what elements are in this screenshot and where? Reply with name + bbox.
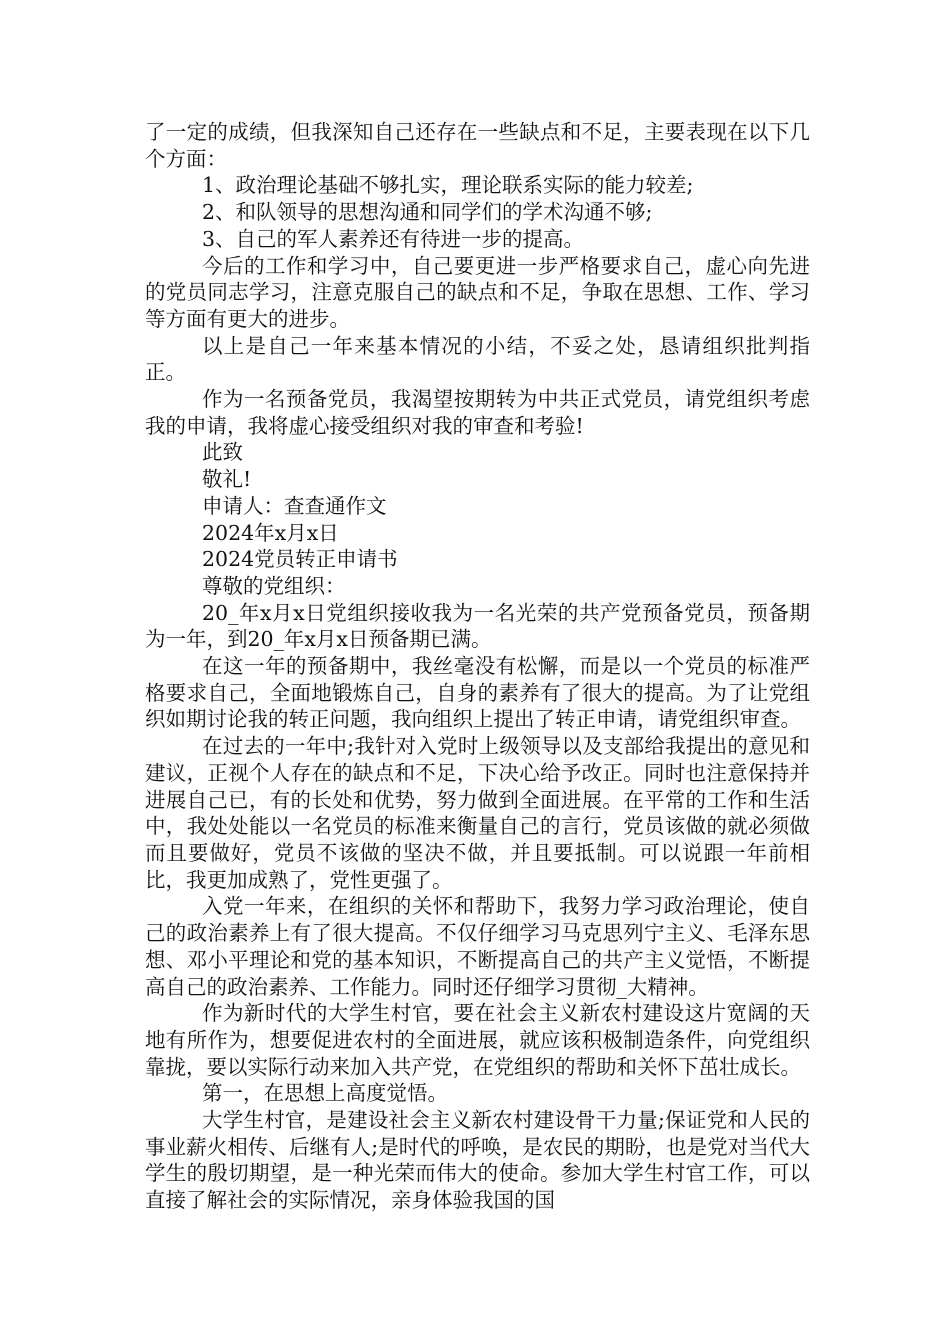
paragraph-village-official: 作为新时代的大学生村官，要在社会主义新农村建设这片宽阔的天地有所作为，想要促进农村的全面进展，就应该积极制造条件，向党组织靠拢，要以实际行动来加入共产党，在党组织的帮助和关怀下茁壮成长。	[145, 1001, 810, 1079]
paragraph-college-village-official: 大学生村官，是建设社会主义新农村建设骨干力量;保证党和人民的事业薪火相传、后继有人;是时代的呼唤，是农民的期盼，也是党对当代大学生的殷切期望，是一种光荣而伟大的使命。参加大学生村官工作，可以直接了解社会的实际情况，亲身体验我国的国	[145, 1108, 810, 1213]
heading-first-point: 第一，在思想上高度觉悟。	[202, 1081, 448, 1106]
paragraph-summary: 以上是自己一年来基本情况的小结，不妥之处，恳请组织批判指正。	[145, 333, 810, 385]
document-page	[145, 119, 810, 1214]
shortcoming-item-3: 3、自己的军人素养还有待进一步的提高。	[202, 226, 585, 251]
shortcoming-item-2: 2、和队领导的思想沟通和同学们的学术沟通不够;	[202, 200, 653, 225]
shortcoming-item-1: 1、政治理论基础不够扎实，理论联系实际的能力较差;	[202, 173, 694, 198]
paragraph-admission: 20_年x月x日党组织接收我为一名光荣的共产党预备党员，预备期为一年，到20_年x月x日预备期已满。	[145, 600, 810, 652]
applicant-signature: 申请人：查查通作文	[202, 493, 387, 518]
application-date: 2024年x月x日	[202, 520, 339, 545]
closing-salutation: 此致	[202, 440, 243, 465]
paragraph-probation: 在这一年的预备期中，我丝毫没有松懈，而是以一个党员的标准严格要求自己，全面地锻炼自己，自身的素养有了很大的提高。为了让党组织如期讨论我的转正问题，我向组织上提出了转正申请，请党组织审查。	[145, 654, 810, 732]
paragraph-continuation: 了一定的成绩，但我深知自己还存在一些缺点和不足，主要表现在以下几个方面：	[145, 120, 810, 171]
paragraph-request: 作为一名预备党员，我渴望按期转为中共正式党员，请党组织考虑我的申请，我将虚心接受组织对我的审查和考验!	[145, 387, 810, 438]
closing-regards: 敬礼!	[202, 467, 252, 492]
greeting: 尊敬的党组织：	[202, 573, 346, 598]
paragraph-past-year: 在过去的一年中;我针对入党时上级领导以及支部给我提出的意见和建议，正视个人存在的缺点和不足，下决心给予改正。同时也注意保持并进展自己已，有的长处和优势，努力做到全面进展。在平常的工作和生活中，我处处能以一名党员的标准来衡量自己的言行，党员该做的就必须做而且要做好，党员不该做的坚决不做，并且要抵制。可以说跟一年前相比，我更加成熟了，党性更强了。	[145, 734, 810, 892]
paragraph-political-study: 入党一年来，在组织的关怀和帮助下，我努力学习政治理论，使自己的政治素养上有了很大提高。不仅仔细学习马克思列宁主义、毛泽东思想、邓小平理论和党的基本知识，不断提高自己的共产主义觉悟，不断提高自己的政治素养、工作能力。同时还仔细学习贯彻_大精神。	[145, 894, 810, 999]
paragraph-future-work: 今后的工作和学习中，自己要更进一步严格要求自己，虚心向先进的党员同志学习，注意克服自己的缺点和不足，争取在思想、工作、学习等方面有更大的进步。	[145, 253, 810, 331]
section-title: 2024党员转正申请书	[202, 547, 398, 572]
